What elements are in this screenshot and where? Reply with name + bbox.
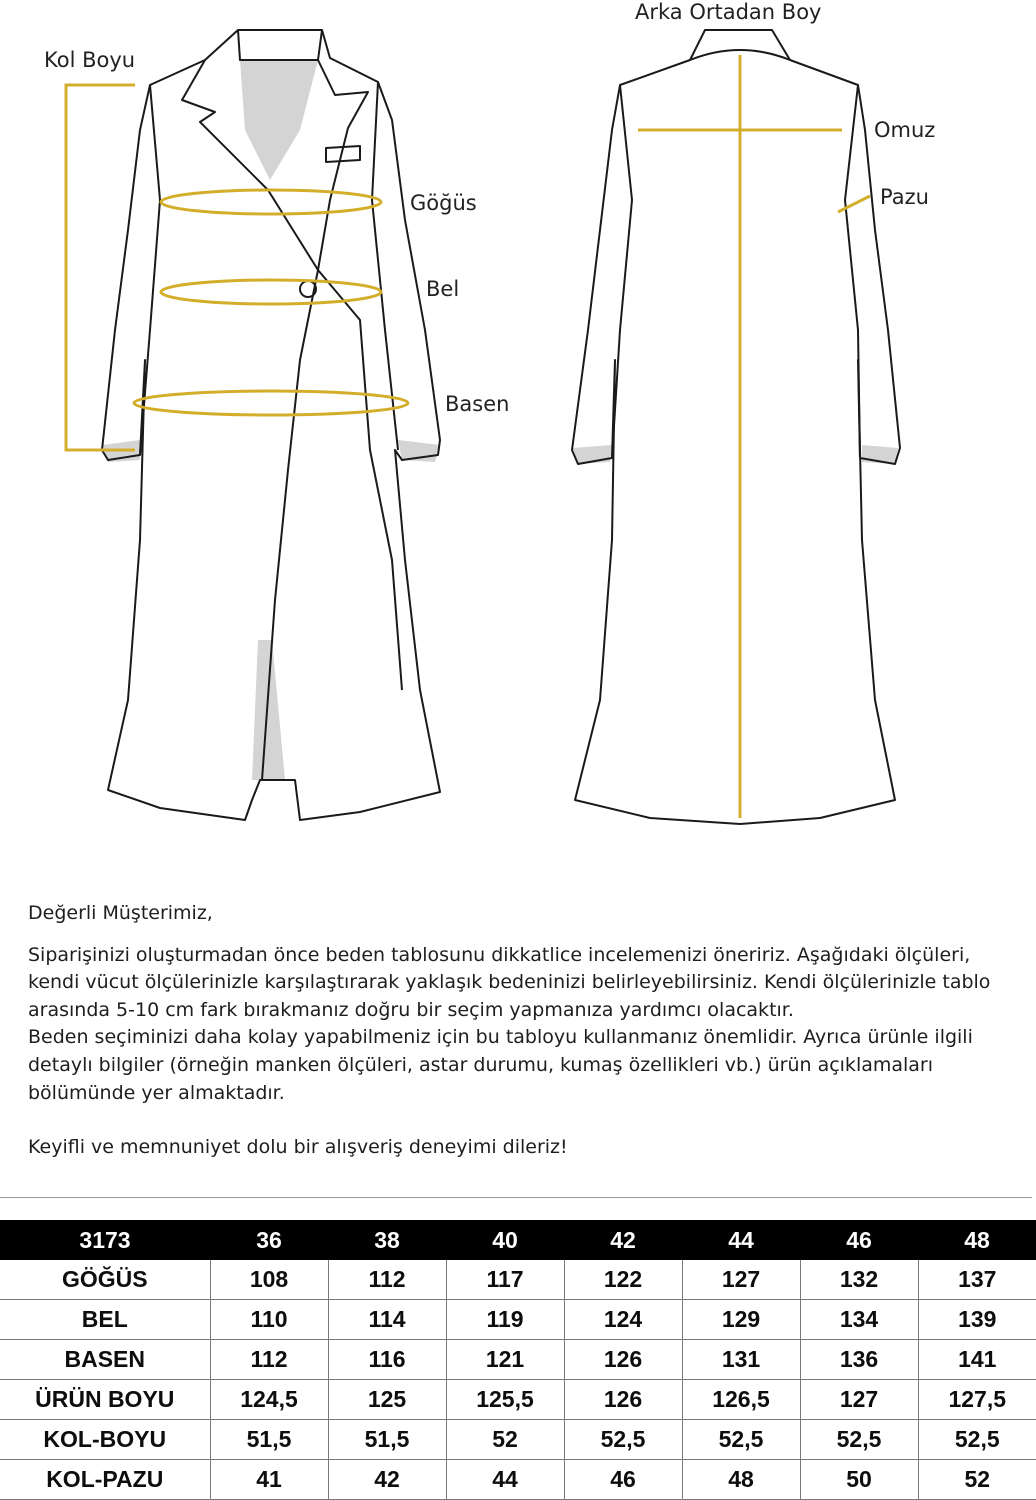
table-row (0, 1260, 1036, 1300)
table-cell: 46 (564, 1460, 682, 1500)
table-header-cell: 48 (918, 1220, 1036, 1260)
row-label: GÖĞÜS (0, 1260, 210, 1300)
table-cell: 129 (682, 1300, 800, 1340)
table-row (0, 1380, 1036, 1420)
table-cell: 41 (210, 1460, 328, 1500)
kol-boyu-bracket (66, 85, 135, 450)
table-cell: 52,5 (918, 1420, 1036, 1460)
letter-spacer (28, 1107, 1013, 1134)
label-omuz: Omuz (874, 118, 936, 142)
table-cell: 52,5 (564, 1420, 682, 1460)
table-cell: 112 (210, 1340, 328, 1380)
table-cell: 134 (800, 1300, 918, 1340)
row-label: KOL-PAZU (0, 1460, 210, 1500)
letter-paragraph-2: Beden seçiminizi daha kolay yapabilmeniz için bu tabloyu kullanmanız önemlidir. Ayrıca ürünle ilgili detaylı bilgiler (örneğin manken ölçüleri, astar durumu, kumaş özellikleri vb.) ürün açıklamaları bölümünde yer almaktadır. (28, 1026, 973, 1104)
table-cell: 127,5 (918, 1380, 1036, 1420)
table-header-cell: 40 (446, 1220, 564, 1260)
coat-back-view (572, 30, 900, 824)
table-header-cell: 44 (682, 1220, 800, 1260)
table-cell: 127 (682, 1260, 800, 1300)
table-cell: 136 (800, 1340, 918, 1380)
table-cell: 121 (446, 1340, 564, 1380)
table-cell: 131 (682, 1340, 800, 1380)
row-label: KOL-BOYU (0, 1420, 210, 1460)
table-cell: 124 (564, 1300, 682, 1340)
table-header-row (0, 1220, 1036, 1260)
table-header-cell: 38 (328, 1220, 446, 1260)
table-cell: 52 (446, 1420, 564, 1460)
table-row (0, 1420, 1036, 1460)
table-cell: 127 (800, 1380, 918, 1420)
coat-front-view (102, 30, 440, 820)
label-basen: Basen (445, 392, 510, 416)
table-cell: 51,5 (210, 1420, 328, 1460)
table-cell: 126,5 (682, 1380, 800, 1420)
table-row (0, 1460, 1036, 1500)
back-sleeve-seam-right (845, 85, 860, 458)
table-cell: 122 (564, 1260, 682, 1300)
table-cell: 125,5 (446, 1380, 564, 1420)
table-cell: 137 (918, 1260, 1036, 1300)
table-cell: 108 (210, 1260, 328, 1300)
table-cell: 116 (328, 1340, 446, 1380)
table-header-cell: 46 (800, 1220, 918, 1260)
table-cell: 52,5 (682, 1420, 800, 1460)
letter-spacer (28, 928, 1013, 942)
front-hem-lining (252, 640, 285, 780)
row-label: BASEN (0, 1340, 210, 1380)
table-cell: 114 (328, 1300, 446, 1340)
letter-closing: Keyifli ve memnuniyet dolu bir alışveriş deneyimi dileriz! (28, 1136, 568, 1159)
row-label: BEL (0, 1300, 210, 1340)
front-collar (238, 30, 322, 60)
table-cell: 112 (328, 1260, 446, 1300)
label-gogus: Göğüs (410, 191, 477, 215)
table-cell: 52,5 (800, 1420, 918, 1460)
table-cell: 141 (918, 1340, 1036, 1380)
measurement-lines (66, 55, 870, 818)
label-bel: Bel (426, 277, 460, 301)
table-cell: 51,5 (328, 1420, 446, 1460)
table-header-cell: 36 (210, 1220, 328, 1260)
customer-letter (28, 900, 1013, 1162)
front-left-panel-seam (318, 270, 402, 690)
table-cell: 48 (682, 1460, 800, 1500)
front-right-lapel (318, 60, 368, 270)
row-label: ÜRÜN BOYU (0, 1380, 210, 1420)
section-divider (0, 1197, 1032, 1198)
table-cell: 44 (446, 1460, 564, 1500)
bel-measure-ellipse (161, 280, 381, 304)
table-cell: 126 (564, 1340, 682, 1380)
table-cell: 117 (446, 1260, 564, 1300)
front-lining-fill (240, 60, 318, 180)
size-chart-table (0, 1220, 1036, 1500)
table-cell: 50 (800, 1460, 918, 1500)
table-cell: 42 (328, 1460, 446, 1500)
back-sleeve-seam-left (612, 85, 632, 458)
table-row (0, 1300, 1036, 1340)
table-cell: 126 (564, 1380, 682, 1420)
table-row (0, 1340, 1036, 1380)
label-pazu: Pazu (880, 185, 929, 209)
table-cell: 132 (800, 1260, 918, 1300)
table-cell: 110 (210, 1300, 328, 1340)
table-cell: 52 (918, 1460, 1036, 1500)
table-cell: 119 (446, 1300, 564, 1340)
letter-paragraph-1: Siparişinizi oluşturmadan önce beden tablosunu dikkatlice incelemenizi öneririz. Aşağıdaki ölçüleri, kendi vücut ölçülerinizle karşılaştırarak yaklaşık bedeninizi belirleyebilirsiniz. Kendi ölçülerinizle tablo arasında 5-10 cm fark bırakmanız doğru bir seçim yapmanıza yardımcı olacaktır. (28, 943, 991, 1021)
table-cell: 125 (328, 1380, 446, 1420)
table-header-cell: 42 (564, 1220, 682, 1260)
pazu-measure-line (838, 196, 870, 212)
table-header-cell: 3173 (0, 1220, 210, 1260)
table-cell: 139 (918, 1300, 1036, 1340)
label-arka-ortadan-boy: Arka Ortadan Boy (635, 0, 822, 24)
letter-greeting: Değerli Müşterimiz, (28, 902, 213, 924)
label-kol-boyu: Kol Boyu (44, 48, 136, 72)
table-cell: 124,5 (210, 1380, 328, 1420)
